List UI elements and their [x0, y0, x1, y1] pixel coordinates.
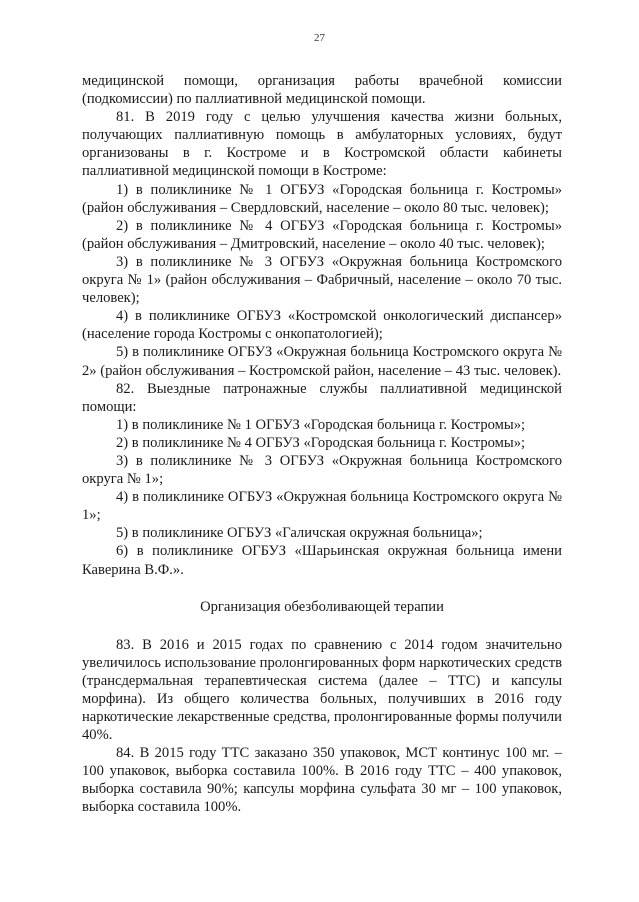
paragraph: медицинской помощи, организация работы врачебной комиссии (подкомиссии) по паллиативной медицинской помощи. [82, 73, 562, 108]
paragraph: 84. В 2015 году ТТС заказано 350 упаковок, МСТ континус 100 мг. – 100 упаковок, выборка составила 100%. В 2016 году ТТС – 400 упаковок, выборка составила 90%; капсулы морфина сульфата 30 мг – 100 упаковок, выборка составила 100%. [82, 745, 562, 816]
list-item: 6) в поликлинике ОГБУЗ «Шарьинская окружная больница имени Каверина В.Ф.». [82, 543, 562, 578]
list-item: 4) в поликлинике ОГБУЗ «Окружная больница Костромского округа № 1»; [82, 489, 562, 524]
list-item: 3) в поликлинике № 3 ОГБУЗ «Окружная больница Костромского округа № 1» (район обслуживания – Фабричный, население – около 70 тыс. человек); [82, 253, 562, 307]
page-number: 27 [314, 32, 325, 44]
list-item: 3) в поликлинике № 3 ОГБУЗ «Окружная больница Костромского округа № 1»; [82, 452, 562, 488]
list-item: 1) в поликлинике № 1 ОГБУЗ «Городская больница г. Костромы»; [116, 416, 526, 433]
list-item: 5) в поликлинике ОГБУЗ «Окружная больница Костромского округа № 2» (район обслуживания – Костромской район, население – 43 тыс. человек). [82, 344, 562, 379]
section-heading: Организация обезболивающей терапии [200, 598, 444, 615]
paragraph: 82. Выездные патронажные службы паллиативной медицинской помощи: [82, 380, 562, 415]
paragraph: 81. В 2019 году с целью улучшения качества жизни больных, получающих паллиативную помощь в амбулаторных условиях, будут организованы в г. Костроме и в Костромской области кабинеты паллиативной медицинской помощи в Костроме: [82, 109, 562, 180]
document-body [82, 72, 562, 817]
paragraph: 83. В 2016 и 2015 годах по сравнению с 2014 годом значительно увеличилось использование пролонгированных форм наркотических средств (трансдермальная терапевтическая система (далее – ТТС) и капсулы морфина). Из общего количества больных, получивших в 2016 году наркотические лекарственные средства, пролонгированные формы получили 40%. [82, 636, 562, 744]
list-item: 1) в поликлинике № 1 ОГБУЗ «Городская больница г. Костромы» (район обслуживания – Свердловский, население – около 80 тыс. человек); [82, 181, 562, 216]
list-item: 2) в поликлинике № 4 ОГБУЗ «Городская больница г. Костромы»; [116, 434, 526, 451]
list-item: 5) в поликлинике ОГБУЗ «Галичская окружная больница»; [116, 525, 483, 542]
list-item: 4) в поликлинике ОГБУЗ «Костромской онкологический диспансер» (население города Костромы с онкопатологией); [82, 308, 562, 343]
list-item: 2) в поликлинике № 4 ОГБУЗ «Городская больница г. Костромы» (район обслуживания – Дмитровский, население – около 40 тыс. человек); [82, 217, 562, 252]
